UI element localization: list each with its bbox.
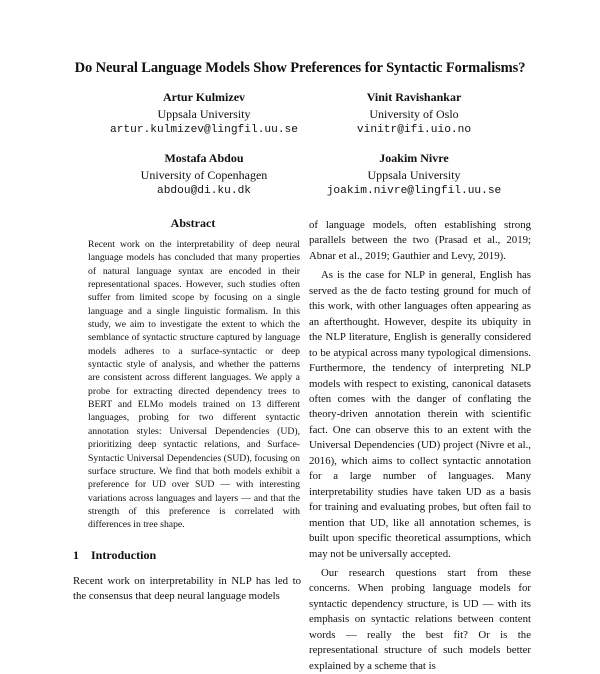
author-name: Joakim Nivre <box>379 151 449 165</box>
paragraph: of language models, often establishing strong parallels between the two (Prasad et al., 2019; Abnar et al., 2019; Gauthier and Levy, 2019). <box>309 219 531 262</box>
intro-paragraph: Recent work on interpretability in NLP has led to the consensus that deep neural language models <box>73 575 301 603</box>
author-email: abdou@di.ku.dk <box>157 185 251 197</box>
author-affiliation: University of Oslo <box>369 106 459 121</box>
author-email: artur.kulmizev@lingfil.uu.se <box>110 124 298 136</box>
author-name: Artur Kulmizev <box>162 90 246 104</box>
author-name: Mostafa Abdou <box>164 151 244 165</box>
author-affiliation: Uppsala University <box>367 167 461 182</box>
abstract-text: Recent work on the interpretability of deep neural language models has concluded that many properties of natural language syntax are encoded in their representational spaces. However, such studies often suffer from limited scope by focusing on a single language and a single linguistic formalism. In this study, we aim to investigate the extent to which the semblance of syntactic structure captured by language models adheres to a surface-syntactic or deep syntactic style of analysis, and whether the patterns are consistent across different languages. We apply a probe for extracting directed dependency trees to BERT and ELMo models trained on 13 different languages, probing for two different syntactic annotation styles: Universal Dependencies (UD), prioritizing deep syntactic relations, and Surface-Syntactic Universal Dependencies (SUD), focusing on surface structure. We find that both models exhibit a preference for UD over SUD — with interesting variations across languages and layers — and that the strength of this preference is correlated with differences in tree shape. <box>88 239 300 531</box>
author-block-2 <box>284 89 544 139</box>
author-name: Vinit Ravishankar <box>366 90 462 104</box>
author-email: joakim.nivre@lingfil.uu.se <box>326 185 502 197</box>
author-affiliation: University of Copenhagen <box>140 167 268 182</box>
section-heading <box>73 548 156 563</box>
paragraph: As is the case for NLP in general, English has served as the de facto testing ground for much of this work, with other languages often appearing as an afterthought. However, despite its ubiquity in the NLP literature, English is generally considered to be atypical across many typological dimensions. Furthermore, the tendency of interpreting NLP models with respect to existing, canonical datasets often comes with the danger of conflating the theory-driven annotation therein with scientific fact. One can observe this to an extent with the Universal Dependencies (UD) project (Nivre et al., 2016), which aims to collect syntactic annotation for a large number of languages. Many interpretability studies have taken UD as a basis for training and evaluating probes, but often fail to mention that UD, like all annotation schemes, is built upon specific theoretical assumptions, which may not be universally accepted. <box>309 269 531 560</box>
paragraph: Our research questions start from these concerns. When probing language models for syntactic dependency structure, is UD — with its emphasis on syntactic relations between content words — really the best fit? Or is the representational structure of such models better explained by a scheme that is <box>309 566 531 672</box>
abstract-heading: Abstract <box>170 216 216 230</box>
author-affiliation: Uppsala University <box>157 106 251 121</box>
paper-title: Do Neural Language Models Show Preferences for Syntactic Formalisms? <box>74 60 526 76</box>
section-number: 1 <box>73 548 79 562</box>
section-title: Introduction <box>91 548 157 562</box>
author-email: vinitr@ifi.uio.no <box>356 124 472 136</box>
author-block-4 <box>284 150 544 200</box>
right-column <box>309 218 531 674</box>
